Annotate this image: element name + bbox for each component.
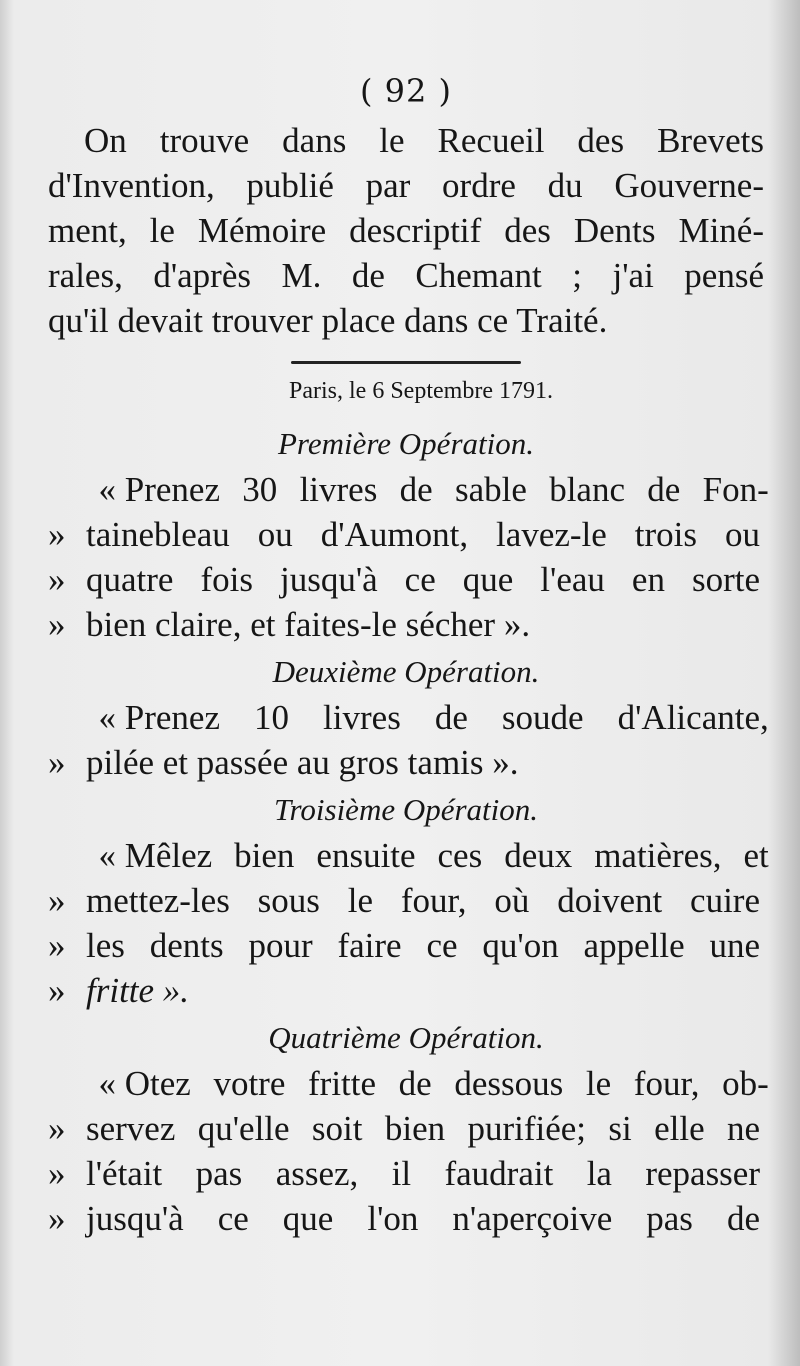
intro-line: On trouve dans le Recueil des Brevets [84,121,764,160]
quote-mark: » [48,881,66,920]
section-heading: Deuxième Opération. [272,654,540,689]
quote-mark: » [48,560,66,599]
intro-line: ment, le Mémoire descriptif des Dents Miné- [48,211,764,250]
quote-line [48,467,769,512]
separator-rule [291,361,521,364]
quote-mark: » [48,605,66,644]
quote-mark: « [98,470,116,509]
intro-line: qu'il devait trouver place dans ce Traité. [48,301,608,340]
section-quote [48,695,769,785]
quote-text: Otez votre fritte de dessous le four, ob- [124,1064,769,1103]
quote-line [48,602,764,647]
quote-text: fritte ». [86,971,190,1010]
quote-text: servez qu'elle soit bien purifiée; si elle ne [86,1109,760,1148]
quote-mark: « [98,836,116,875]
quote-line [48,512,764,557]
page-number: ( 92 ) [359,72,453,110]
quote-mark: » [48,743,66,782]
section-heading: Troisième Opération. [273,792,539,827]
quote-mark: « [98,1064,116,1103]
quote-line [48,1151,764,1196]
intro-paragraph [48,118,764,343]
quote-text: l'était pas assez, il faudrait la repasser [86,1154,760,1193]
quote-mark: « [98,698,116,737]
quote-text: Prenez 30 livres de sable blanc de Fon- [124,470,769,509]
dateline: Paris, le 6 Septembre 1791. [289,378,553,404]
section-heading: Première Opération. [278,426,534,461]
quote-text: bien claire, et faites-le sécher ». [86,605,531,644]
quote-text: tainebleau ou d'Aumont, lavez-le trois ou [86,515,760,554]
quote-line [48,695,769,740]
section-quote [48,833,769,1013]
quote-line [48,968,764,1013]
section-quote [48,467,769,647]
section-heading: Quatrième Opération. [268,1020,544,1055]
quote-line [48,557,764,602]
quote-mark: » [48,1109,66,1148]
quote-text: quatre fois jusqu'à ce que l'eau en sorte [86,560,760,599]
quote-line [48,740,764,785]
intro-line: d'Invention, publié par ordre du Gouverne- [48,166,764,205]
quote-text: Prenez 10 livres de soude d'Alicante, [124,698,769,737]
quote-line [48,923,764,968]
quote-line [48,1106,764,1151]
quote-text: mettez-les sous le four, où doivent cuire [86,881,760,920]
quote-text: jusqu'à ce que l'on n'aperçoive pas de [86,1199,760,1238]
quote-text: Mêlez bien ensuite ces deux matières, et [124,836,769,875]
quote-mark: » [48,1199,66,1238]
quote-line [48,878,764,923]
intro-line: rales, d'après M. de Chemant ; j'ai pensé [48,256,764,295]
quote-mark: » [48,926,66,965]
section-quote [48,1061,769,1241]
quote-mark: » [48,515,66,554]
quote-text: les dents pour faire ce qu'on appelle une [86,926,760,965]
quote-line [48,1061,769,1106]
quote-line [48,833,769,878]
quote-line [48,1196,764,1241]
quote-text: pilée et passée au gros tamis ». [86,743,519,782]
quote-mark: » [48,1154,66,1193]
quote-mark: » [48,971,66,1010]
